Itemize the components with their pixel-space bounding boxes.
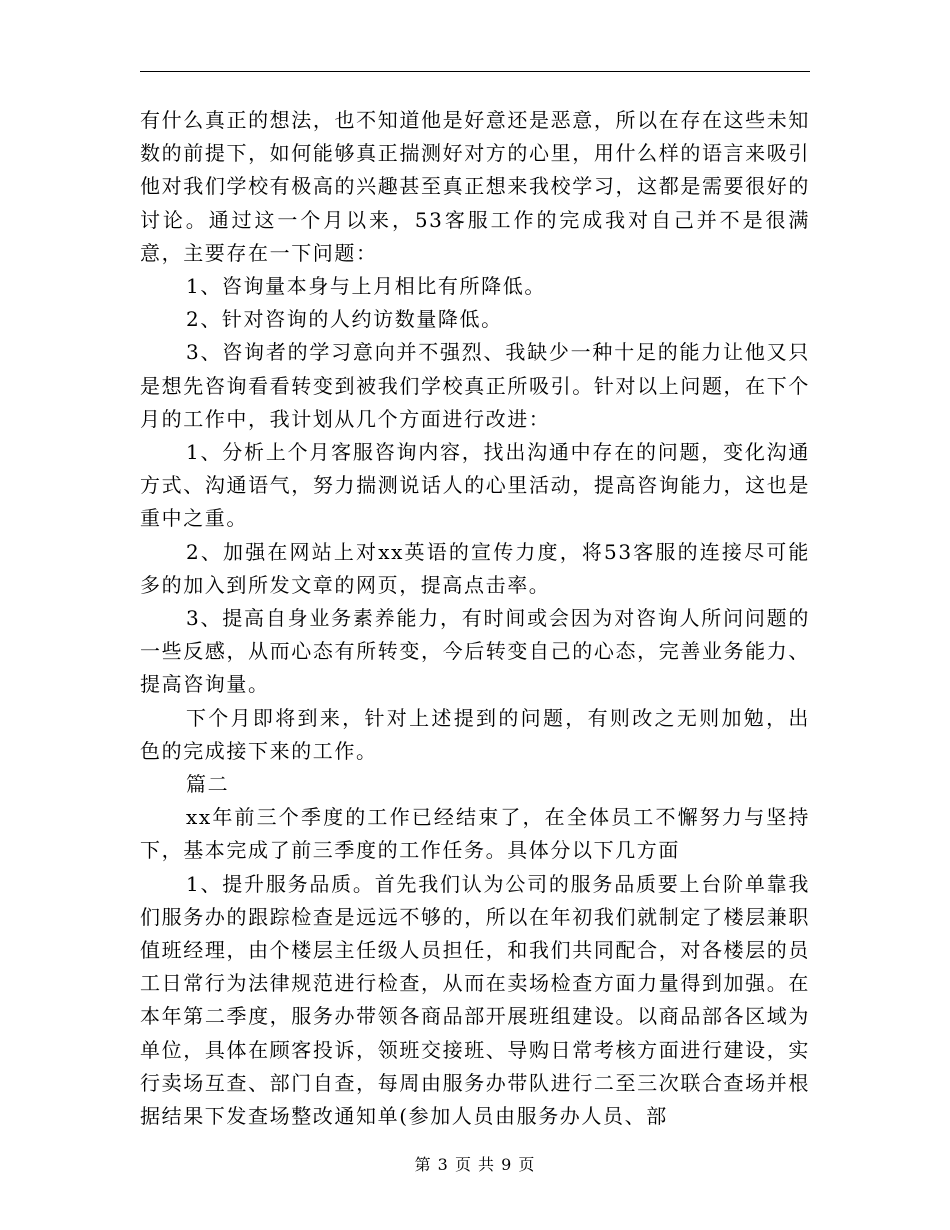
paragraph: 2、加强在网站上对xx英语的宣传力度，将53客服的连接尽可能多的加入到所发文章的网页，提高点击率。 xyxy=(140,539,810,597)
paragraph: 3、咨询者的学习意向并不强烈、我缺少一种十足的能力让他又只是想先咨询看看转变到被我们学校真正所吸引。针对以上问题，在下个月的工作中，我计划从几个方面进行改进： xyxy=(140,340,810,431)
paragraph: 篇二 xyxy=(186,772,230,797)
paragraph: 1、分析上个月客服咨询内容，找出沟通中存在的问题，变化沟通方式、沟通语气，努力揣测说话人的心里活动，提高咨询能力，这也是重中之重。 xyxy=(140,440,810,531)
header-rule xyxy=(140,71,810,72)
paragraph: 有什么真正的想法，也不知道他是好意还是恶意，所以在存在这些未知数的前提下，如何能够真正揣测好对方的心里，用什么样的语言来吸引他对我们学校有极高的兴趣甚至真正想来我校学习，这都是需要很好的讨论。通过这一个月以来，53客服工作的完成我对自己并不是很满意，主要存在一下问题： xyxy=(140,108,810,265)
page-footer: 第 3 页 共 9 页 xyxy=(414,1155,536,1174)
paragraph: xx年前三个季度的工作已经结束了，在全体员工不懈努力与坚持下，基本完成了前三季度的工作任务。具体分以下几方面 xyxy=(140,805,810,863)
paragraph: 下个月即将到来，针对上述提到的问题，有则改之无则加勉，出色的完成接下来的工作。 xyxy=(140,705,810,763)
paragraph: 3、提高自身业务素养能力，有时间或会因为对咨询人所问问题的一些反感，从而心态有所转变，今后转变自己的心态，完善业务能力、提高咨询量。 xyxy=(140,606,810,697)
paragraph: 1、咨询量本身与上月相比有所降低。 xyxy=(186,274,546,299)
document-body xyxy=(140,104,810,1133)
paragraph: 1、提升服务品质。首先我们认为公司的服务品质要上台阶单靠我们服务办的跟踪检查是远远不够的，所以在年初我们就制定了楼层兼职值班经理，由个楼层主任级人员担任，和我们共同配合，对各楼层的员工日常行为法律规范进行检查，从而在卖场检查方面力量得到加强。在本年第二季度，服务办带领各商品部开展班组建设。以商品部各区域为单位，具体在顾客投诉，领班交接班、导购日常考核方面进行建设，实行卖场互查、部门自查，每周由服务办带队进行二至三次联合查场并根据结果下发查场整改通知单(参加人员由服务办人员、部 xyxy=(140,871,810,1129)
paragraph: 2、针对咨询的人约访数量降低。 xyxy=(186,307,503,332)
